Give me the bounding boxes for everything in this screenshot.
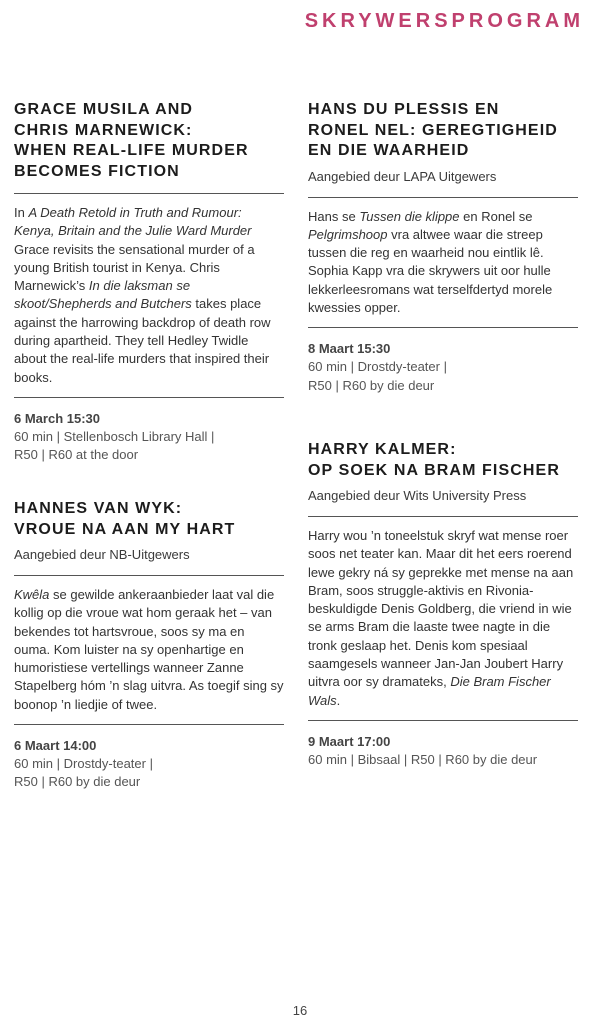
event-datetime: 6 March 15:30 bbox=[14, 410, 100, 426]
italic-title-text: In die laksman se skoot/Shepherds and Butchers bbox=[14, 278, 192, 312]
event-presenter: Aangebied deur NB-Uitgewers bbox=[14, 547, 190, 562]
description-text: . bbox=[336, 692, 341, 708]
event-title: GRACE MUSILA AND CHRIS MARNEWICK: WHEN REAL-LIFE MURDER BECOMES FICTION bbox=[14, 101, 249, 180]
description-text: Harry wou ’n toneelstuk skryf wat mense roer soos net teater kan. Maar dit het eers roerend lewe gekry ná sy geprekke met mense na aan Bram, soos struggle-aktivis en Rivonia-beskuldigde Denis Goldberg, die vriend in wie se arms Bram die laaste twee nagte in die tronk geslaap het. Denis kom spesiaal saamgesels wanneer Jan-Jan Joubert Harry uitvra oor sy dramateks, bbox=[308, 528, 574, 690]
description-text: se gewilde ankeraanbieder laat val die kollig op die vroue wat hom geraak het – van bekendes tot hartsvroue, soos sy ma en ouma. Kom luister na sy openhartige en humoristiese vertellings wanneer Zanne Stapelberg hóm ’n slag uitvra. As toegif sing sy boonop ’n liedjie of twee. bbox=[14, 587, 284, 712]
event-datetime: 8 Maart 15:30 bbox=[308, 341, 391, 357]
event-title: HANNES VAN WYK: VROUE NA AAN MY HART bbox=[14, 500, 236, 538]
section-header: SKRYWERSPROGRAM bbox=[304, 10, 584, 32]
event-venue-price: 60 min | Drostdy-teater | R50 | R60 by die deur bbox=[308, 359, 447, 393]
divider bbox=[14, 193, 284, 194]
event-presenter: Aangebied deur Wits University Press bbox=[308, 488, 527, 503]
event-venue-price: 60 min | Stellenbosch Library Hall | R50 | R60 at the door bbox=[14, 428, 215, 463]
event-description bbox=[14, 586, 284, 714]
event-title: HARRY KALMER: OP SOEK NA BRAM FISCHER bbox=[308, 441, 560, 479]
description-text: Grace revisits the sensational murder of a young British tourist in Kenya. Chris Marnewick’s bbox=[14, 241, 255, 294]
divider bbox=[14, 575, 284, 576]
divider bbox=[308, 720, 578, 721]
event-datetime: 9 Maart 17:00 bbox=[308, 733, 391, 749]
event-title: HANS DU PLESSIS EN RONEL NEL: GEREGTIGHEID EN DIE WAARHEID bbox=[308, 101, 558, 159]
event-datetime: 6 Maart 14:00 bbox=[14, 738, 97, 754]
divider bbox=[308, 197, 578, 198]
event-presenter: Aangebied deur LAPA Uitgewers bbox=[308, 168, 497, 184]
event-description bbox=[14, 204, 284, 387]
event-hannes-van-wyk bbox=[14, 499, 284, 792]
italic-title-text: A Death Retold in Truth and Rumour: Kenya, Britain and the Julie Ward Murder bbox=[14, 205, 252, 239]
event-harry-kalmer bbox=[308, 440, 578, 769]
divider bbox=[14, 397, 284, 398]
description-text: takes place against the harrowing backdrop of death row during apartheid. They tell Hedley Twidle about the real-life murders that inspired their books. bbox=[14, 296, 271, 385]
description-text: In bbox=[14, 205, 29, 220]
italic-title-text: Die Bram Fischer Wals bbox=[308, 674, 551, 708]
divider bbox=[14, 724, 284, 725]
italic-title-text: Tussen die klippe bbox=[359, 208, 460, 224]
description-text: en Ronel se bbox=[459, 208, 533, 224]
event-hans-du-plessis-ronel-nel bbox=[308, 100, 578, 395]
description-text: Hans se bbox=[308, 208, 360, 224]
italic-title-text: Kwêla bbox=[14, 587, 50, 602]
description-text: vra altwee waar die streep tussen die reg en waarheid nou eintlik lê. Sophia Kapp vra die skrywers uit oor hulle lekkerleesromans wat terselfdertyd morele kwessies opper. bbox=[308, 226, 553, 315]
page-number: 16 bbox=[292, 1003, 308, 1018]
event-venue-price: 60 min | Drostdy-teater | R50 | R60 by die deur bbox=[14, 756, 153, 790]
event-grace-musila-chris-marnewick bbox=[14, 100, 284, 465]
event-description bbox=[308, 527, 578, 710]
divider bbox=[308, 327, 578, 328]
event-venue-price: 60 min | Bibsaal | R50 | R60 by die deur bbox=[308, 751, 538, 767]
italic-title-text: Pelgrimshoop bbox=[308, 226, 388, 242]
event-description bbox=[308, 208, 578, 318]
divider bbox=[308, 516, 578, 517]
